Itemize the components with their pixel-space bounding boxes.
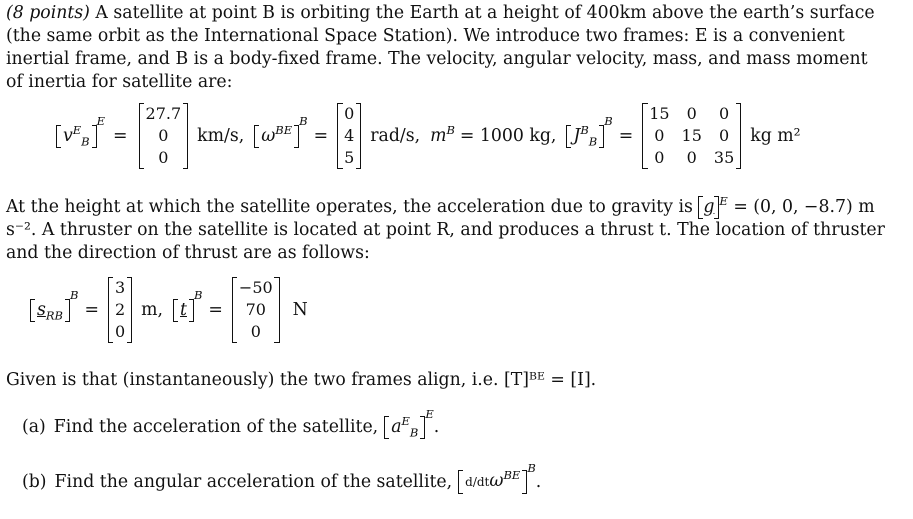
question-a-label: (a)	[22, 417, 46, 437]
velocity-unit: km/s,	[197, 125, 245, 146]
angular-unit: rad/s,	[370, 125, 421, 146]
inertia-matrix	[642, 103, 741, 169]
velocity-x: 27.7	[145, 104, 182, 123]
thrust-vector	[232, 277, 280, 343]
thrust-symbol: t	[173, 299, 194, 322]
thrust-y: 70	[245, 300, 266, 319]
inertia-cell: 0	[686, 148, 697, 167]
question-b: (b) Find the angular acceleration of the satellite, d/dtω$^{BE}$ B .	[22, 470, 541, 494]
mass-symbol: $m^B$	[430, 122, 455, 146]
problem-intro	[6, 2, 886, 94]
gravity-text: At the height at which the satellite operates, the acceleration due to gravity is	[6, 197, 693, 217]
velocity-y: 0	[158, 126, 169, 145]
inertia-cell: 0	[718, 126, 730, 145]
angular-velocity-symbol: $\omega^{BE}$	[254, 125, 299, 148]
inertia-cell: 0	[718, 104, 730, 123]
inertia-symbol: $J^B_B$	[566, 125, 604, 148]
velocity-symbol: $v^E_B$	[56, 125, 97, 148]
inertia-cell: 0	[654, 126, 665, 145]
intro-text: A satellite at point B is orbiting the Earth at a height of 400km above the earth’s surface (the same orbit as the International Space Station). We introduce two frames: E is a convenient inertial frame, and B is a body-fixed frame. The velocity, angular velocity, mass, and mass moment of inertia for satellite are:	[6, 3, 875, 92]
inertia-cell: 35	[713, 148, 735, 167]
points-label: (8 points)	[6, 3, 90, 23]
inertia-cell: 15	[649, 104, 670, 123]
position-unit: m,	[141, 299, 164, 320]
omega-x: 0	[344, 104, 355, 123]
equation-row-1: $v^E_B$ E = 27.7 0 0 km/s, $\omega^{BE}$ B = 0 4 5 rad/s, $m^B$ = 1000 kg, $J^B_B$ B = 15 0 0 0 15 0 0 0 35 kg m²	[56, 103, 801, 169]
question-a: (a) Find the acceleration of the satellite, $a^E_B$ E .	[22, 406, 440, 440]
velocity-vector	[139, 103, 189, 169]
inertia-unit: kg m²	[750, 125, 801, 146]
position-vector	[108, 277, 132, 343]
position-z: 0	[114, 322, 126, 341]
mass-value: = 1000 kg,	[459, 125, 557, 146]
omega-z: 5	[344, 148, 355, 167]
gravity-paragraph: At the height at which the satellite operates, the acceleration due to gravity is g $^E$ = (0, 0, −8.7) m s⁻². A thruster on the satellite is located at point R, and produces a thrust t. The location of thruster and the direction of thrust are as follows:	[6, 194, 885, 263]
gravity-value: = (0, 0, −8.7) m s⁻².	[6, 197, 875, 240]
gravity-symbol: g	[698, 196, 719, 219]
inertia-cell: 0	[686, 104, 697, 123]
equation-row-2: $s_{RB}$ B = 3 2 0 m, t B = −50 70 0 N	[30, 276, 308, 344]
angular-acceleration-symbol: d/dtω$^{BE}$	[458, 470, 527, 494]
question-b-label: (b)	[22, 471, 47, 492]
angular-velocity-vector	[337, 103, 361, 169]
thrust-unit: N	[292, 299, 308, 320]
thrust-z: 0	[250, 322, 261, 341]
inertia-cell: 0	[654, 148, 665, 167]
position-symbol: $s_{RB}$	[30, 299, 70, 322]
velocity-z: 0	[158, 148, 169, 167]
given-line: Given is that (instantaneously) the two frames align, i.e. [T]ᴮᴱ = [I].	[6, 370, 597, 390]
position-y: 2	[114, 300, 126, 319]
question-b-text: Find the angular acceleration of the satellite,	[54, 471, 453, 492]
inertia-cell: 15	[681, 126, 702, 145]
position-x: 3	[114, 278, 126, 297]
acceleration-symbol: $a^E_B$	[384, 416, 425, 439]
question-a-text: Find the acceleration of the satellite,	[53, 417, 379, 437]
thruster-text: A thruster on the satellite is located at point R, and produces a thrust t. The location of thruster and the direction of thrust are as follows:	[6, 220, 885, 263]
thrust-x: −50	[238, 278, 273, 297]
omega-y: 4	[344, 126, 355, 145]
